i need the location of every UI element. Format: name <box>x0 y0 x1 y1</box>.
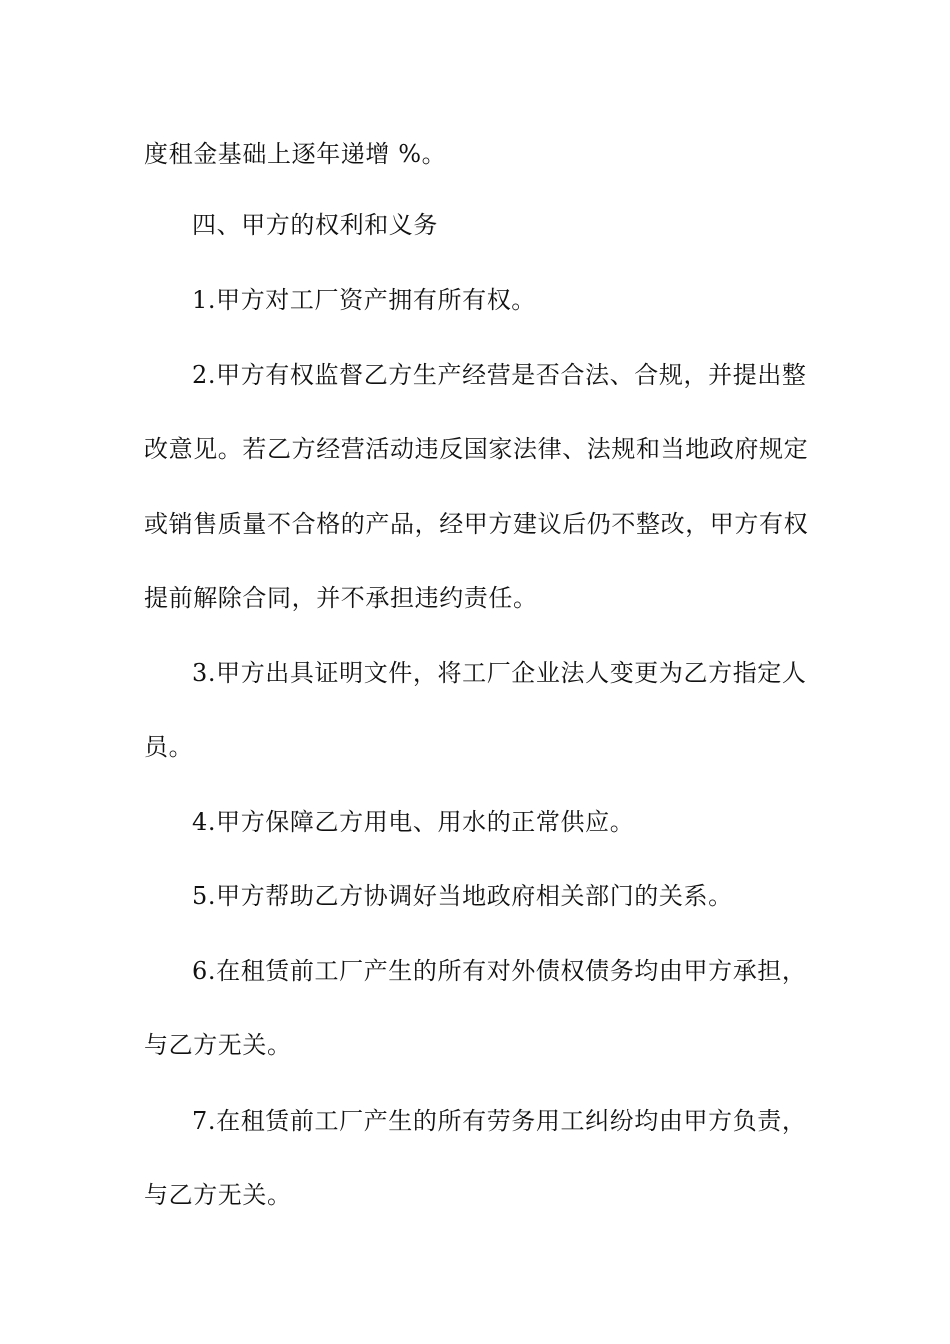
text-line: 改意见。若乙方经营活动违反国家法律、法规和当地政府规定 <box>144 435 809 463</box>
section-heading: 四、甲方的权利和义务 <box>192 211 438 239</box>
text-line: 员。 <box>144 733 194 761</box>
text-line: 7.在租赁前工厂产生的所有劳务用工纠纷均由甲方负责， <box>192 1107 807 1135</box>
text-line: 提前解除合同，并不承担违约责任。 <box>144 584 538 612</box>
text-line: 4.甲方保障乙方用电、用水的正常供应。 <box>192 808 635 836</box>
text-line: 与乙方无关。 <box>144 1031 292 1059</box>
text-line: 3.甲方出具证明文件，将工厂企业法人变更为乙方指定人 <box>192 659 807 687</box>
text-line: 1.甲方对工厂资产拥有所有权。 <box>192 286 536 314</box>
text-line: 度租金基础上逐年递增 %。 <box>144 140 447 168</box>
text-line: 或销售质量不合格的产品，经甲方建议后仍不整改，甲方有权 <box>144 510 809 538</box>
text-line: 2.甲方有权监督乙方生产经营是否合法、合规，并提出整 <box>192 361 807 389</box>
text-line: 与乙方无关。 <box>144 1181 292 1209</box>
text-line: 6.在租赁前工厂产生的所有对外债权债务均由甲方承担， <box>192 957 807 985</box>
text-line: 5.甲方帮助乙方协调好当地政府相关部门的关系。 <box>192 882 733 910</box>
